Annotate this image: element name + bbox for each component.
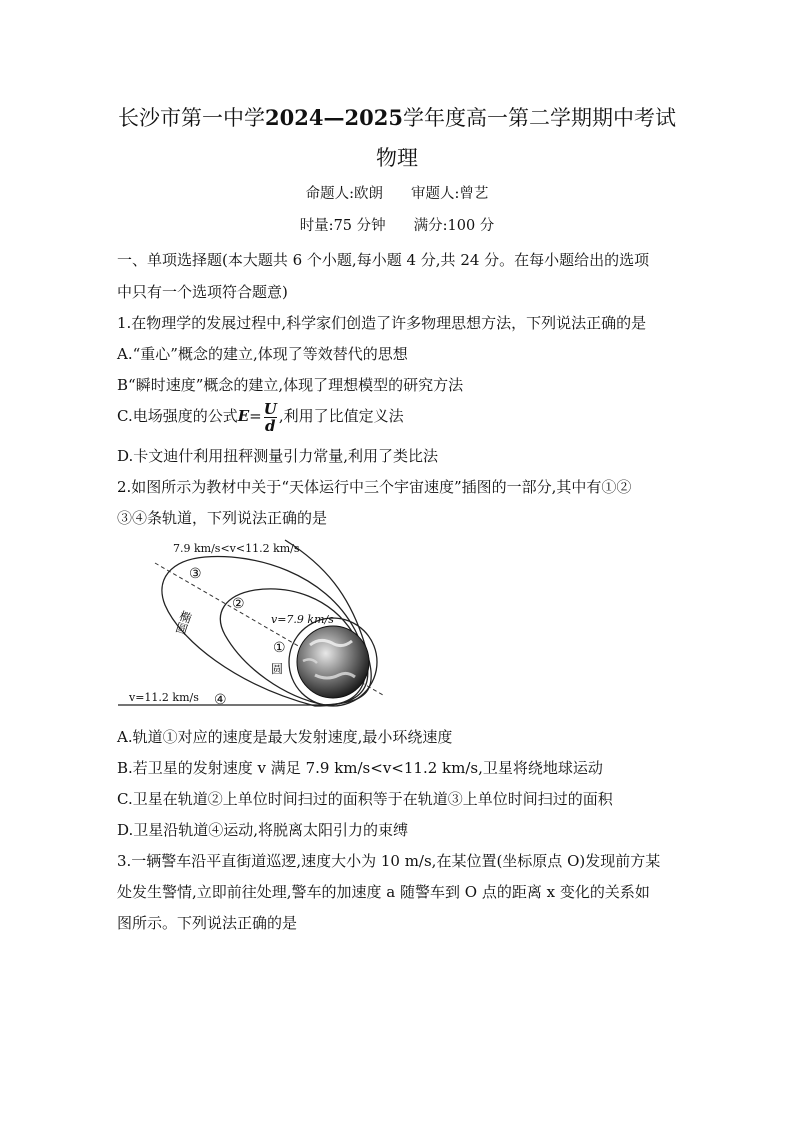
q1-option-a: A.“重心”概念的建立,体现了等效替代的思想 [117,345,408,363]
q3-line2: 处发生警情,立即前往处理,警车的加速度 a 随警车到 O 点的距离 x 变化的关系如 [117,883,650,901]
full-score: 满分:100 分 [413,218,495,234]
q1-option-b: B“瞬时速度”概念的建立,体现了理想模型的研究方法 [117,376,464,394]
subject-title: 物理 [376,146,418,170]
formula-fraction: $\frac{U}{d}$ [263,399,277,435]
orbit-3-number: ③ [189,566,202,582]
time-limit: 时量:75 分钟 [299,218,386,234]
exam-title: 长沙市第一中学2024—2025学年度高一第二学期期中考试 [118,105,676,130]
orbit-4-number: ④ [214,692,227,708]
q2-option-d: D.卫星沿轨道④运动,将脱离太阳引力的束缚 [117,821,409,839]
q2-stem-line2: ③④条轨道，下列说法正确的是 [117,509,328,527]
q2-option-b: B.若卫星的发射速度 v 满足 7.9 km/s<v<11.2 km/s,卫星将绕地球运动 [117,759,603,777]
earth-image [297,626,369,698]
q2-stem-line1: 2.如图所示为教材中关于“天体运行中三个宇宙速度”插图的一部分,其中有①② [117,478,632,496]
q2-option-a: A.轨道①对应的速度是最大发射速度,最小环绕速度 [117,728,453,746]
time-score-line [0,216,794,236]
setter: 命题人:欧朗 [305,186,383,202]
q3-line3: 图所示。下列说法正确的是 [117,914,298,932]
ellipse-label: 椭圆 [172,608,194,636]
orbit-2-number: ② [232,596,245,612]
formula-lhs: E [237,407,250,425]
label-top: 7.9 km/s<v<11.2 km/s [173,542,300,555]
circle-label: 圆 [271,662,284,676]
q3-line1: 3.一辆警车沿平直街道巡逻,速度大小为 10 m/s,在某位置(坐标原点 O)发现前方某 [117,852,661,870]
reviewer: 审题人:曾艺 [411,186,489,202]
q1-stem: 1.在物理学的发展过程中,科学家们创造了许多物理思想方法，下列说法正确的是 [117,314,647,332]
q1-option-c: C.电场强度的公式E= $\frac{U}{d}$ ,利用了比值定义法 [117,399,404,435]
cosmic-velocity-figure [115,535,395,715]
q2-option-c: C.卫星在轨道②上单位时间扫过的面积等于在轨道③上单位时间扫过的面积 [117,790,613,808]
label-mid: v=7.9 km/s [271,613,334,626]
authors-line [0,184,794,204]
q1-option-d: D.卡文迪什利用扭秤测量引力常量,利用了类比法 [117,447,439,465]
label-bottom: v=11.2 km/s [129,691,199,704]
section-heading-line1: 一、单项选择题(本大题共 6 个小题,每小题 4 分,共 24 分。在每小题给出的选项 [117,251,650,269]
section-heading-line2: 中只有一个选项符合题意) [117,283,288,301]
orbit-1-number: ① [273,640,286,656]
